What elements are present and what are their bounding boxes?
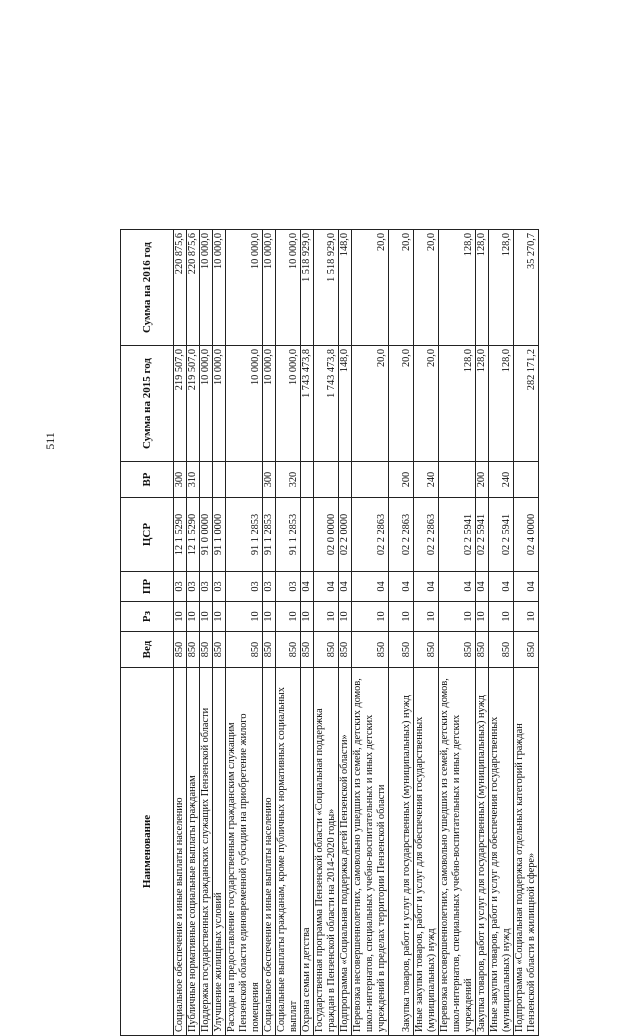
cell-rz: 10 [301, 602, 314, 632]
cell-sum2015: 10 000,0 [200, 346, 213, 462]
cell-rz: 10 [339, 602, 352, 632]
table-header-row [121, 230, 174, 1036]
cell-name: Социальное обеспечение и иные выплаты населению [174, 668, 187, 1036]
header-name: Наименование [121, 668, 174, 1036]
table-row [389, 230, 414, 1036]
cell-csr: 91 1 2853 [263, 498, 276, 572]
cell-name: Улучшение жилищных условий [213, 668, 226, 1036]
cell-vr [213, 462, 226, 498]
cell-rz: 10 [226, 602, 263, 632]
cell-csr: 02 2 5941 [489, 498, 514, 572]
table-row [476, 230, 489, 1036]
table-row [339, 230, 352, 1036]
table-row [301, 230, 314, 1036]
cell-ved: 850 [213, 632, 226, 668]
cell-csr: 02 2 2863 [414, 498, 439, 572]
table-row [414, 230, 439, 1036]
cell-pr: 04 [439, 572, 476, 602]
header-rz: Рз [121, 602, 174, 632]
cell-name: Перевозка несовершеннолетних, самовольно ушедших из семей, детских домов, школ-интернатов, специальных учебно-воспитательных и иных детских учреждений в пределах территории Пензенской области [352, 668, 389, 1036]
cell-sum2016: 10 000,0 [226, 230, 263, 346]
cell-sum2015: 10 000,0 [213, 346, 226, 462]
cell-pr: 04 [301, 572, 314, 602]
table-row [276, 230, 301, 1036]
cell-sum2015: 219 507,0 [187, 346, 200, 462]
cell-rz: 10 [389, 602, 414, 632]
cell-sum2016: 128,0 [439, 230, 476, 346]
cell-sum2015: 128,0 [439, 346, 476, 462]
cell-csr: 02 4 0000 [514, 498, 539, 572]
cell-csr: 12 1 5290 [174, 498, 187, 572]
cell-csr: 02 0 0000 [314, 498, 339, 572]
cell-ved: 850 [174, 632, 187, 668]
cell-name: Публичные нормативные социальные выплаты гражданам [187, 668, 200, 1036]
cell-rz: 10 [439, 602, 476, 632]
cell-name: Подпрограмма «Социальная поддержка отдельных категорий граждан Пензенской области в жилищной сфере» [514, 668, 539, 1036]
cell-vr [514, 462, 539, 498]
cell-pr: 03 [276, 572, 301, 602]
table-row [263, 230, 276, 1036]
table-row [439, 230, 476, 1036]
cell-pr: 04 [314, 572, 339, 602]
cell-sum2016: 1 518 929,0 [301, 230, 314, 346]
cell-sum2016: 20,0 [414, 230, 439, 346]
cell-name: Охрана семьи и детства [301, 668, 314, 1036]
cell-ved: 850 [439, 632, 476, 668]
budget-table [120, 229, 539, 1036]
cell-sum2016: 20,0 [389, 230, 414, 346]
cell-pr: 04 [489, 572, 514, 602]
cell-pr: 03 [187, 572, 200, 602]
cell-ved: 850 [226, 632, 263, 668]
cell-csr: 02 2 5941 [439, 498, 476, 572]
cell-vr: 200 [476, 462, 489, 498]
cell-ved: 850 [489, 632, 514, 668]
table-row [174, 230, 187, 1036]
cell-ved: 850 [301, 632, 314, 668]
cell-ved: 850 [352, 632, 389, 668]
cell-sum2015: 20,0 [389, 346, 414, 462]
cell-rz: 10 [489, 602, 514, 632]
cell-sum2015: 10 000,0 [226, 346, 263, 462]
cell-sum2016: 148,0 [339, 230, 352, 346]
cell-vr [352, 462, 389, 498]
cell-sum2015: 128,0 [476, 346, 489, 462]
cell-sum2016: 20,0 [352, 230, 389, 346]
cell-sum2016: 220 875,6 [187, 230, 200, 346]
cell-ved: 850 [389, 632, 414, 668]
table-row [200, 230, 213, 1036]
cell-sum2015: 219 507,0 [174, 346, 187, 462]
cell-csr: 02 2 2863 [352, 498, 389, 572]
cell-csr: 12 1 5290 [187, 498, 200, 572]
header-sum-2015: Сумма на 2015 год [121, 346, 174, 462]
cell-sum2015: 10 000,0 [263, 346, 276, 462]
cell-sum2015: 282 171,2 [514, 346, 539, 462]
page-number: 511 [43, 432, 57, 450]
cell-csr: 91 1 0000 [213, 498, 226, 572]
cell-pr: 04 [352, 572, 389, 602]
cell-sum2016: 128,0 [489, 230, 514, 346]
cell-ved: 850 [263, 632, 276, 668]
cell-ved: 850 [339, 632, 352, 668]
cell-pr: 04 [414, 572, 439, 602]
cell-ved: 850 [514, 632, 539, 668]
cell-pr: 04 [514, 572, 539, 602]
cell-vr: 320 [276, 462, 301, 498]
cell-rz: 10 [213, 602, 226, 632]
rotated-page-content [120, 230, 580, 1036]
cell-vr [339, 462, 352, 498]
cell-vr: 310 [187, 462, 200, 498]
cell-rz: 10 [200, 602, 213, 632]
cell-rz: 10 [276, 602, 301, 632]
cell-pr: 03 [174, 572, 187, 602]
table-row [514, 230, 539, 1036]
cell-sum2015: 10 000,0 [276, 346, 301, 462]
cell-sum2015: 1 743 473,8 [301, 346, 314, 462]
cell-sum2016: 10 000,0 [263, 230, 276, 346]
cell-sum2015: 20,0 [352, 346, 389, 462]
header-vr: ВР [121, 462, 174, 498]
cell-pr: 03 [263, 572, 276, 602]
header-sum-2016: Сумма на 2016 год [121, 230, 174, 346]
cell-name: Иные закупки товаров, работ и услуг для обеспечения государственных (муниципальных) нужд [489, 668, 514, 1036]
cell-name: Государственная программа Пензенской области «Социальная поддержка граждан в Пензенской области на 2014-2020 годы» [314, 668, 339, 1036]
cell-rz: 10 [314, 602, 339, 632]
cell-rz: 10 [187, 602, 200, 632]
cell-sum2015: 1 743 473,8 [314, 346, 339, 462]
cell-name: Социальные выплаты гражданам, кроме публичных нормативных социальных выплат [276, 668, 301, 1036]
cell-rz: 10 [414, 602, 439, 632]
cell-name: Перевозка несовершеннолетних, самовольно ушедших из семей, детских домов, школ-интернатов, специальных учебно-воспитательных и иных детских учреждений [439, 668, 476, 1036]
cell-rz: 10 [476, 602, 489, 632]
cell-name: Подпрограмма «Социальная поддержка детей Пензенской области» [339, 668, 352, 1036]
cell-ved: 850 [200, 632, 213, 668]
cell-pr: 03 [213, 572, 226, 602]
table-row [213, 230, 226, 1036]
cell-vr [314, 462, 339, 498]
cell-pr: 03 [200, 572, 213, 602]
cell-name: Иные закупки товаров, работ и услуг для обеспечения государственных (муниципальных) нужд [414, 668, 439, 1036]
cell-csr: 02 2 5941 [476, 498, 489, 572]
header-ved: Вед [121, 632, 174, 668]
table-row [489, 230, 514, 1036]
cell-vr: 300 [174, 462, 187, 498]
cell-name: Социальное обеспечение и иные выплаты населению [263, 668, 276, 1036]
table-row [314, 230, 339, 1036]
cell-csr: 02 2 0000 [339, 498, 352, 572]
cell-name: Поддержка государственных гражданских служащих Пензенской области [200, 668, 213, 1036]
cell-ved: 850 [187, 632, 200, 668]
cell-ved: 850 [314, 632, 339, 668]
cell-sum2016: 10 000,0 [200, 230, 213, 346]
cell-vr: 240 [414, 462, 439, 498]
table-row [226, 230, 263, 1036]
cell-sum2015: 20,0 [414, 346, 439, 462]
cell-sum2016: 1 518 929,0 [314, 230, 339, 346]
cell-name: Закупка товаров, работ и услуг для государственных (муниципальных) нужд [476, 668, 489, 1036]
cell-sum2016: 10 000,0 [276, 230, 301, 346]
cell-csr [301, 498, 314, 572]
cell-ved: 850 [476, 632, 489, 668]
cell-rz: 10 [263, 602, 276, 632]
cell-pr: 04 [339, 572, 352, 602]
cell-vr [301, 462, 314, 498]
cell-sum2016: 10 000,0 [213, 230, 226, 346]
cell-rz: 10 [174, 602, 187, 632]
cell-vr [226, 462, 263, 498]
table-row [352, 230, 389, 1036]
cell-ved: 850 [276, 632, 301, 668]
cell-csr: 91 0 0000 [200, 498, 213, 572]
cell-vr [439, 462, 476, 498]
header-csr: ЦСР [121, 498, 174, 572]
cell-sum2016: 128,0 [476, 230, 489, 346]
table-row [187, 230, 200, 1036]
cell-csr: 91 1 2853 [276, 498, 301, 572]
cell-sum2015: 128,0 [489, 346, 514, 462]
cell-ved: 850 [414, 632, 439, 668]
header-pr: ПР [121, 572, 174, 602]
cell-sum2016: 35 270,7 [514, 230, 539, 346]
cell-rz: 10 [352, 602, 389, 632]
cell-csr: 91 1 2853 [226, 498, 263, 572]
cell-name: Закупка товаров, работ и услуг для государственных (муниципальных) нужд [389, 668, 414, 1036]
cell-rz: 10 [514, 602, 539, 632]
cell-pr: 04 [389, 572, 414, 602]
cell-pr: 04 [476, 572, 489, 602]
cell-vr: 300 [263, 462, 276, 498]
cell-vr: 200 [389, 462, 414, 498]
cell-sum2015: 148,0 [339, 346, 352, 462]
cell-pr: 03 [226, 572, 263, 602]
cell-name: Расходы на предоставление государственным гражданским служащим Пензенской области единовременной субсидии на приобретение жилого помещения [226, 668, 263, 1036]
cell-vr: 240 [489, 462, 514, 498]
table-body [174, 230, 539, 1036]
cell-csr: 02 2 2863 [389, 498, 414, 572]
cell-sum2016: 220 875,6 [174, 230, 187, 346]
cell-vr [200, 462, 213, 498]
